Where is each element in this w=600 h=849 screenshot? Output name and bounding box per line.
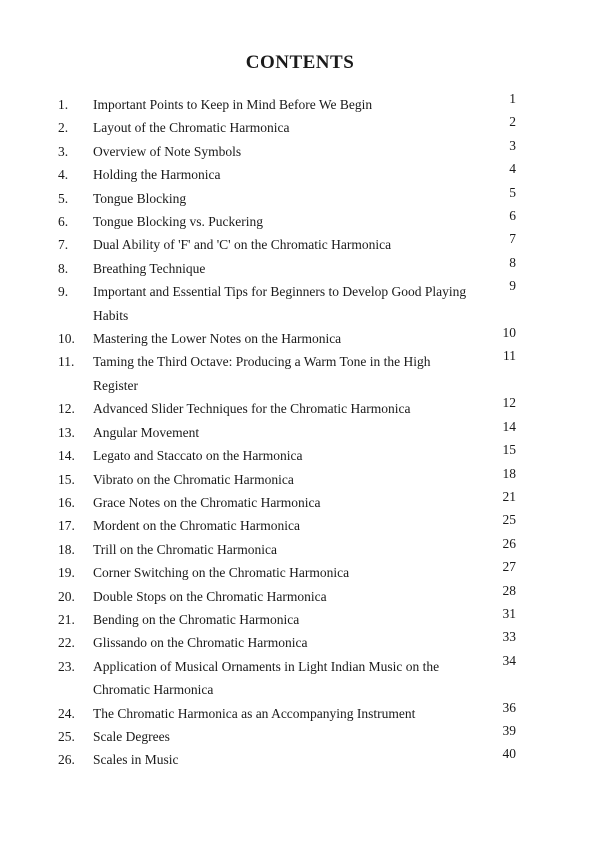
toc-entry-number: 14. [58,448,75,464]
toc-entry-page-number: 10 [502,325,516,341]
toc-entry-number: 7. [58,237,69,253]
toc-entry [0,652,600,702]
toc-entry-number: 8. [58,260,69,276]
toc-entry-number: 26. [58,752,75,768]
table-of-contents [0,93,600,772]
toc-entry-page-number: 4 [509,161,516,177]
toc-entry-page-number: 7 [509,231,516,247]
toc-entry-number: 15. [58,471,75,487]
page-title: CONTENTS [245,52,355,73]
toc-entry-title: Overview of Note Symbols [93,143,242,159]
toc-entry-page-number: 3 [509,137,516,153]
toc-entry-title: Layout of the Chromatic Harmonica [93,120,290,136]
toc-entry-page-number: 34 [502,652,516,668]
toc-entry-title: Tongue Blocking [93,190,187,206]
toc-entry-page-number: 15 [502,442,516,458]
toc-entry-page-number: 11 [503,348,516,364]
toc-entry-title: Holding the Harmonica [93,167,221,183]
toc-entry-page-number: 27 [502,559,516,575]
toc-entry-title: Double Stops on the Chromatic Harmonica [93,588,327,604]
toc-entry-title: Scale Degrees [93,728,170,744]
toc-entry-title: Bending on the Chromatic Harmonica [93,611,300,627]
toc-entry-number: 22. [58,635,75,651]
toc-entry-number: 12. [58,401,75,417]
toc-entry-page-number: 21 [502,488,516,504]
toc-entry-title: Scales in Music [93,752,179,768]
toc-entry-title: Tongue Blocking vs. Puckering [93,214,264,230]
toc-entry-page-number: 5 [509,184,516,200]
toc-entry-number: 3. [58,143,69,159]
toc-entry-page-number: 26 [502,535,516,551]
toc-entry-title: Mastering the Lower Notes on the Harmonica [93,331,342,347]
toc-entry-title: Legato and Staccato on the Harmonica [93,448,303,464]
toc-entry-number: 18. [58,541,75,557]
toc-entry-title: Mordent on the Chromatic Harmonica [93,518,300,534]
toc-entry-page-number: 14 [502,418,516,434]
toc-entry-title: The Chromatic Harmonica as an Accompanying Instrument [93,705,416,721]
toc-entry-page-number: 25 [502,512,516,528]
toc-entry-page-number: 12 [502,395,516,411]
toc-entry-number: 10. [58,331,75,347]
toc-entry-title: Dual Ability of 'F' and 'C' on the Chromatic Harmonica [93,237,392,253]
toc-entry-page-number: 31 [502,605,516,621]
toc-entry-number: 24. [58,705,75,721]
toc-entry-number: 19. [58,565,75,581]
toc-entry-number: 5. [58,190,69,206]
toc-entry-title: Advanced Slider Techniques for the Chromatic Harmonica [93,401,411,417]
toc-entry-page-number: 33 [502,629,516,645]
toc-entry-number: 20. [58,588,75,604]
toc-entry-title: Application of Musical Ornaments in Light Indian Music on the Chromatic Harmonica [93,658,440,698]
toc-entry-number: 23. [58,658,75,674]
toc-entry-page-number: 2 [509,114,516,130]
toc-entry-number: 21. [58,611,75,627]
toc-entry-title: Important and Essential Tips for Beginners to Develop Good Playing Habits [93,284,467,323]
toc-entry-page-number: 39 [502,722,516,738]
toc-entry-title: Trill on the Chromatic Harmonica [93,541,277,557]
toc-entry [0,280,600,327]
toc-entry-number: 1. [58,97,69,112]
toc-entry-number: 16. [58,494,75,510]
toc-entry-title: Important Points to Keep in Mind Before We Begin [93,97,373,112]
toc-entry-title: Corner Switching on the Chromatic Harmonica [93,565,350,581]
toc-entry-title: Angular Movement [93,424,200,440]
toc-entry-title: Vibrato on the Chromatic Harmonica [93,471,294,487]
toc-entry-number: 13. [58,424,75,440]
toc-entry-number: 25. [58,728,75,744]
toc-entry-page-number: 36 [502,699,516,715]
toc-entry-title: Grace Notes on the Chromatic Harmonica [93,494,321,510]
toc-entry-number: 6. [58,214,69,230]
toc-entry-page-number: 8 [509,254,516,270]
toc-entry-number: 9. [58,284,69,300]
toc-entry [0,748,600,771]
toc-entry-number: 2. [58,120,69,136]
toc-entry [0,350,600,397]
toc-entry-title: Breathing Technique [93,260,206,276]
toc-entry-page-number: 9 [509,278,516,294]
toc-entry-title: Taming the Third Octave: Producing a Warm Tone in the High Register [93,354,431,393]
toc-entry-page-number: 1 [509,91,516,106]
toc-entry-page-number: 28 [502,582,516,598]
toc-entry-page-number: 6 [509,208,516,224]
toc-entry-title: Glissando on the Chromatic Harmonica [93,635,308,651]
toc-entry-number: 17. [58,518,75,534]
toc-entry-number: 4. [58,167,69,183]
toc-entry-page-number: 18 [502,465,516,481]
toc-entry-number: 11. [58,354,75,370]
toc-entry-page-number: 40 [502,746,516,762]
